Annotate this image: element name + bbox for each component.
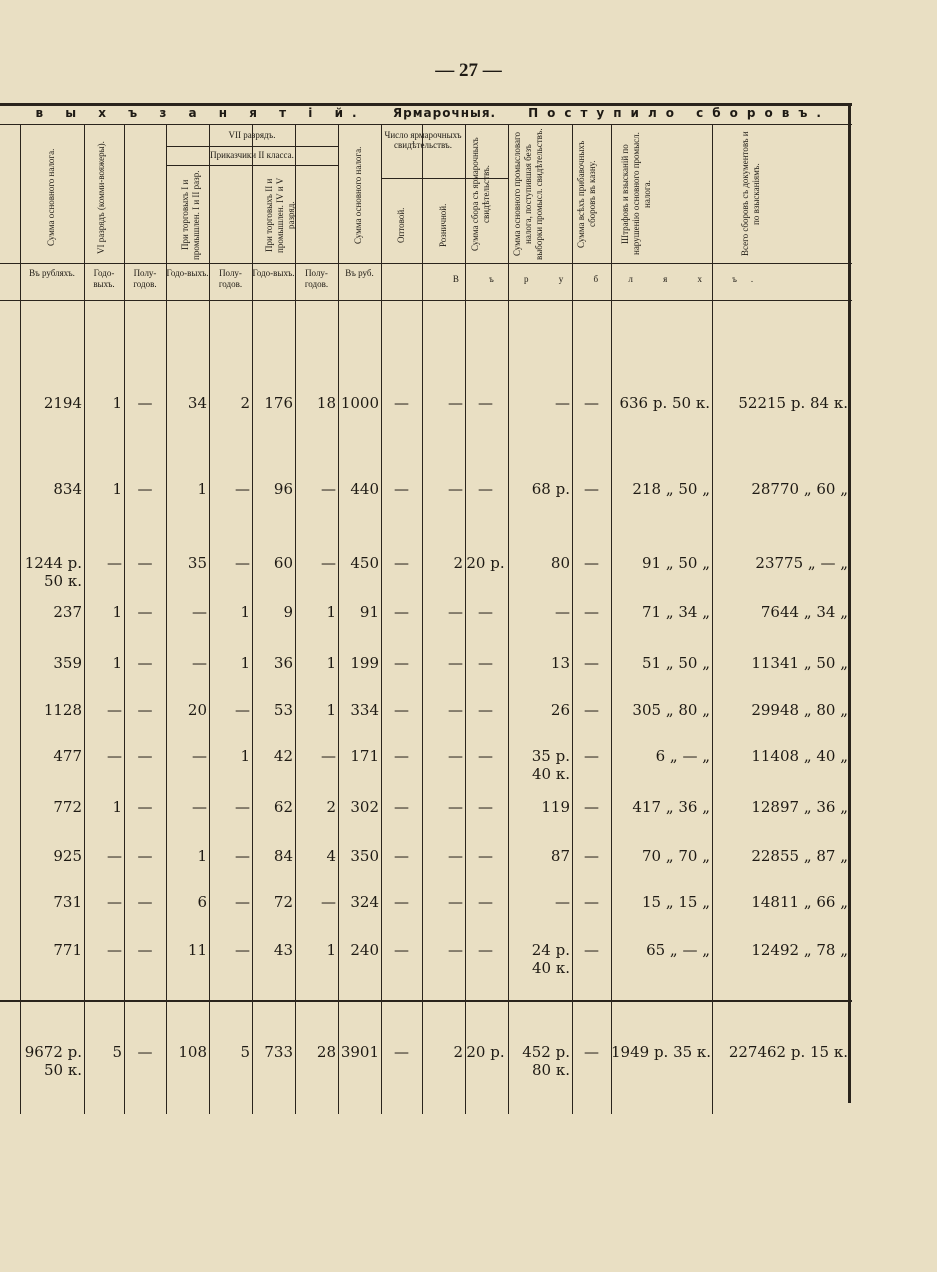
row-10-c1: 731 bbox=[53, 893, 82, 911]
header-sum-main-tax2: Сумма основного налога. bbox=[353, 146, 363, 244]
total-row-c6: 733 bbox=[264, 1043, 293, 1061]
header-sum-main-tax: Сумма основного налога. bbox=[46, 148, 56, 247]
row-11-c13: — bbox=[584, 941, 599, 959]
row-5-c6: 36 bbox=[273, 654, 293, 672]
row-1-c15: 52215 р. 84 к. bbox=[738, 394, 848, 412]
row-7-c14: 6 „ — „ bbox=[655, 747, 710, 765]
row-9-c1: 925 bbox=[53, 847, 82, 865]
row-9-c14: 70 „ 70 „ bbox=[641, 847, 710, 865]
row-3-c10: 2 bbox=[453, 554, 463, 572]
row-3-c1b: 50 к. bbox=[44, 572, 82, 590]
total-row-c11: 20 р. bbox=[466, 1043, 505, 1061]
rule-groups bbox=[0, 124, 852, 125]
row-6-c11: — bbox=[478, 701, 493, 719]
row-5-c10: — bbox=[448, 654, 463, 672]
row-3-c1: 1244 р. bbox=[24, 554, 82, 572]
row-8-c2: 1 bbox=[112, 798, 122, 816]
row-4-c2: 1 bbox=[112, 603, 122, 621]
row-5-c7: 1 bbox=[326, 654, 336, 672]
row-6-c4: 20 bbox=[187, 701, 207, 719]
row-5-c11: — bbox=[478, 654, 493, 672]
row-7-c12: 35 р. bbox=[531, 747, 570, 765]
row-6-c7: 1 bbox=[326, 701, 336, 719]
row-10-c2: — bbox=[107, 893, 122, 911]
row-2-c11: — bbox=[478, 480, 493, 498]
row-11-c7: 1 bbox=[326, 941, 336, 959]
row-8-c7: 2 bbox=[326, 798, 336, 816]
row-6-c1: 1128 bbox=[43, 701, 82, 719]
group-header-g3: Поступило сборовъ. bbox=[528, 106, 830, 120]
row-8-c14: 417 „ 36 „ bbox=[632, 798, 710, 816]
row-3-c13: — bbox=[584, 554, 599, 572]
row-10-c11: — bbox=[478, 893, 493, 911]
row-8-c1: 772 bbox=[53, 798, 82, 816]
header-raskl: Сумма основного промысловаго налога, поступившая безъ выборки промысл. свидѣтельствъ. bbox=[512, 128, 544, 260]
row-7-c5: 1 bbox=[240, 747, 250, 765]
total-row-c3: — bbox=[137, 1043, 153, 1061]
row-1-c12: — bbox=[555, 394, 570, 412]
unit-half1: Полу-годов. bbox=[133, 268, 157, 289]
row-5-c2: 1 bbox=[112, 654, 122, 672]
total-row-c12: 452 р. bbox=[522, 1043, 570, 1061]
row-7-c11: — bbox=[478, 747, 493, 765]
row-8-c15: 12897 „ 36 „ bbox=[751, 798, 848, 816]
row-1-c5: 2 bbox=[240, 394, 250, 412]
row-4-c6: 9 bbox=[283, 603, 293, 621]
row-5-c13: — bbox=[584, 654, 599, 672]
row-3-c11: 20 р. bbox=[466, 554, 505, 572]
row-7-c7: — bbox=[321, 747, 336, 765]
unit-vrub: В ъ р у б л я х ъ. bbox=[452, 274, 768, 284]
row-9-c11: — bbox=[478, 847, 493, 865]
total-row-c8: 3901 bbox=[340, 1043, 379, 1061]
row-4-c14: 71 „ 34 „ bbox=[641, 603, 710, 621]
row-10-c4: 6 bbox=[197, 893, 207, 911]
row-1-c4: 34 bbox=[187, 394, 207, 412]
row-3-c15: 23775 „ — „ bbox=[755, 554, 848, 572]
row-11-c14: 65 „ — „ bbox=[646, 941, 710, 959]
row-4-c11: — bbox=[478, 603, 493, 621]
row-7-c1: 477 bbox=[53, 747, 82, 765]
row-3-c5: — bbox=[235, 554, 250, 572]
header-vi-grade: VI разрядъ (комми-вояжеры). bbox=[96, 141, 106, 254]
group-header-g1: в ы х ъ з а н я т і й. bbox=[35, 106, 366, 120]
row-11-c1: 771 bbox=[53, 941, 82, 959]
row-8-c10: — bbox=[448, 798, 463, 816]
header-vii-grade: VII разрядъ. bbox=[228, 130, 276, 140]
row-6-c6: 53 bbox=[273, 701, 293, 719]
row-4-c8: 91 bbox=[359, 603, 379, 621]
row-2-c7: — bbox=[321, 480, 336, 498]
row-3-c14: 91 „ 50 „ bbox=[641, 554, 710, 572]
total-row-c9: — bbox=[394, 1043, 409, 1061]
row-7-c13: — bbox=[584, 747, 599, 765]
row-10-c6: 72 bbox=[273, 893, 293, 911]
row-9-c7: 4 bbox=[326, 847, 336, 865]
row-1-c10: — bbox=[448, 394, 463, 412]
row-6-c15: 29948 „ 80 „ bbox=[751, 701, 848, 719]
total-row-c5: 5 bbox=[240, 1043, 250, 1061]
row-11-c9: — bbox=[394, 941, 409, 959]
row-3-c7: — bbox=[321, 554, 336, 572]
row-8-c5: — bbox=[235, 798, 250, 816]
row-2-c3: — bbox=[137, 480, 153, 498]
row-2-c15: 28770 „ 60 „ bbox=[751, 480, 848, 498]
row-3-c9: — bbox=[394, 554, 409, 572]
row-11-c4: 11 bbox=[187, 941, 207, 959]
row-9-c3: — bbox=[137, 847, 153, 865]
row-2-c1: 834 bbox=[53, 480, 82, 498]
total-row-c2: 5 bbox=[112, 1043, 122, 1061]
row-6-c5: — bbox=[235, 701, 250, 719]
unit-year1: Годо-выхъ. bbox=[93, 268, 115, 289]
row-11-c15: 12492 „ 78 „ bbox=[751, 941, 848, 959]
header-wholesale: Оптовой. bbox=[396, 207, 406, 243]
row-8-c11: — bbox=[478, 798, 493, 816]
row-1-c3: — bbox=[137, 394, 153, 412]
rule-g3-end bbox=[848, 103, 851, 1103]
row-11-c3: — bbox=[137, 941, 153, 959]
unit-rub2: Въ руб. bbox=[345, 268, 374, 278]
total-row-c12b: 80 к. bbox=[532, 1061, 570, 1079]
unit-half3: Полу-годов. bbox=[304, 268, 329, 289]
rule-units bbox=[0, 263, 852, 264]
row-8-c3: — bbox=[137, 798, 153, 816]
row-2-c8: 440 bbox=[350, 480, 379, 498]
row-10-c13: — bbox=[584, 893, 599, 911]
row-10-c10: — bbox=[448, 893, 463, 911]
row-1-c7: 18 bbox=[316, 394, 336, 412]
row-5-c5: 1 bbox=[240, 654, 250, 672]
row-10-c8: 324 bbox=[350, 893, 379, 911]
row-8-c12: 119 bbox=[541, 798, 570, 816]
row-11-c10: — bbox=[448, 941, 463, 959]
row-6-c9: — bbox=[394, 701, 409, 719]
row-4-c12: — bbox=[555, 603, 570, 621]
row-6-c12: 26 bbox=[550, 701, 570, 719]
row-6-c13: — bbox=[584, 701, 599, 719]
row-4-c5: 1 bbox=[240, 603, 250, 621]
row-7-c10: — bbox=[448, 747, 463, 765]
total-row-c1: 9672 р. bbox=[24, 1043, 82, 1061]
row-8-c13: — bbox=[584, 798, 599, 816]
unit-half2: Полу-годов. bbox=[218, 268, 243, 289]
row-3-c2: — bbox=[107, 554, 122, 572]
row-9-c4: 1 bbox=[197, 847, 207, 865]
row-9-c15: 22855 „ 87 „ bbox=[751, 847, 848, 865]
row-7-c9: — bbox=[394, 747, 409, 765]
total-row-c4: 108 bbox=[178, 1043, 207, 1061]
row-9-c2: — bbox=[107, 847, 122, 865]
row-9-c13: — bbox=[584, 847, 599, 865]
row-3-c4: 35 bbox=[187, 554, 207, 572]
row-2-c14: 218 „ 50 „ bbox=[632, 480, 710, 498]
row-9-c8: 350 bbox=[350, 847, 379, 865]
row-1-c13: — bbox=[584, 394, 599, 412]
row-11-c5: — bbox=[235, 941, 250, 959]
row-11-c12b: 40 к. bbox=[532, 959, 570, 977]
row-2-c2: 1 bbox=[112, 480, 122, 498]
total-row-c7: 28 bbox=[316, 1043, 336, 1061]
row-7-c3: — bbox=[137, 747, 153, 765]
row-1-c1: 2194 bbox=[43, 394, 82, 412]
total-row-c1b: 50 к. bbox=[44, 1061, 82, 1079]
row-1-c6: 176 bbox=[264, 394, 293, 412]
row-7-c6: 42 bbox=[273, 747, 293, 765]
row-7-c2: — bbox=[107, 747, 122, 765]
rule-data-start bbox=[0, 300, 852, 301]
total-row-c13: — bbox=[584, 1043, 599, 1061]
row-11-c11: — bbox=[478, 941, 493, 959]
row-10-c3: — bbox=[137, 893, 153, 911]
row-6-c2: — bbox=[107, 701, 122, 719]
row-7-c12b: 40 к. bbox=[532, 765, 570, 783]
row-3-c12: 80 bbox=[550, 554, 570, 572]
group-header-g2: Ярмарочныя. bbox=[392, 106, 497, 120]
header-surcharge: Сумма всѣхъ прибавочныхъ сборовъ въ казну. bbox=[576, 140, 597, 248]
row-4-c9: — bbox=[394, 603, 409, 621]
row-4-c13: — bbox=[584, 603, 599, 621]
rule-total bbox=[0, 1000, 852, 1002]
total-row-c14: 1949 р. 35 к. bbox=[611, 1043, 712, 1061]
row-8-c6: 62 bbox=[273, 798, 293, 816]
row-4-c7: 1 bbox=[326, 603, 336, 621]
row-5-c3: — bbox=[137, 654, 153, 672]
row-7-c4: — bbox=[192, 747, 207, 765]
header-clerks-b: При торговыхъ II и промышлен. IV и V разряд. bbox=[264, 177, 296, 253]
unit-year2: Годо-выхъ. bbox=[166, 268, 209, 278]
row-6-c10: — bbox=[448, 701, 463, 719]
row-11-c2: — bbox=[107, 941, 122, 959]
row-9-c6: 84 bbox=[273, 847, 293, 865]
row-6-c8: 334 bbox=[350, 701, 379, 719]
header-fines: Штрафовъ и взысканій по нарушенію основного промысл. налога. bbox=[620, 132, 652, 256]
header-clerks: Приказчики II класса. bbox=[210, 150, 294, 160]
row-4-c3: — bbox=[137, 603, 153, 621]
row-5-c4: — bbox=[192, 654, 207, 672]
row-6-c3: — bbox=[137, 701, 153, 719]
row-9-c10: — bbox=[448, 847, 463, 865]
row-2-c13: — bbox=[584, 480, 599, 498]
row-9-c9: — bbox=[394, 847, 409, 865]
row-5-c12: 13 bbox=[550, 654, 570, 672]
row-1-c11: — bbox=[478, 394, 493, 412]
row-2-c10: — bbox=[448, 480, 463, 498]
unit-rub: Въ рубляхъ. bbox=[29, 268, 75, 278]
row-10-c5: — bbox=[235, 893, 250, 911]
row-4-c1: 237 bbox=[53, 603, 82, 621]
row-1-c9: — bbox=[394, 394, 409, 412]
header-total: Всего сборовъ съ документовъ и по взысканіямъ. bbox=[740, 131, 761, 257]
header-clerks-a: При торговыхъ I и промышлен. I и II разр. bbox=[180, 170, 201, 260]
row-4-c15: 7644 „ 34 „ bbox=[760, 603, 848, 621]
row-1-c14: 636 р. 50 к. bbox=[619, 394, 710, 412]
row-1-c8: 1000 bbox=[340, 394, 379, 412]
unit-year3: Годо-выхъ. bbox=[252, 268, 295, 278]
row-4-c10: — bbox=[448, 603, 463, 621]
row-3-c8: 450 bbox=[350, 554, 379, 572]
page-number: — 27 — bbox=[435, 60, 502, 81]
row-10-c12: — bbox=[555, 893, 570, 911]
row-11-c6: 43 bbox=[273, 941, 293, 959]
row-3-c3: — bbox=[137, 554, 153, 572]
total-row-c15: 227462 р. 15 к. bbox=[728, 1043, 848, 1061]
row-5-c1: 359 bbox=[53, 654, 82, 672]
row-4-c4: — bbox=[192, 603, 207, 621]
row-10-c9: — bbox=[394, 893, 409, 911]
row-9-c12: 87 bbox=[550, 847, 570, 865]
row-8-c9: — bbox=[394, 798, 409, 816]
row-11-c8: 240 bbox=[350, 941, 379, 959]
row-6-c14: 305 „ 80 „ bbox=[632, 701, 710, 719]
row-2-c4: 1 bbox=[197, 480, 207, 498]
row-2-c9: — bbox=[394, 480, 409, 498]
row-10-c14: 15 „ 15 „ bbox=[641, 893, 710, 911]
row-8-c4: — bbox=[192, 798, 207, 816]
row-2-c12: 68 р. bbox=[531, 480, 570, 498]
row-9-c5: — bbox=[235, 847, 250, 865]
row-2-c5: — bbox=[235, 480, 250, 498]
row-10-c7: — bbox=[321, 893, 336, 911]
row-7-c8: 171 bbox=[350, 747, 379, 765]
header-fair-count: Число ярмарочныхъ свидѣтельствъ. bbox=[384, 130, 462, 150]
row-1-c2: 1 bbox=[112, 394, 122, 412]
row-5-c15: 11341 „ 50 „ bbox=[751, 654, 848, 672]
header-retail: Розничной. bbox=[438, 203, 448, 247]
row-5-c9: — bbox=[394, 654, 409, 672]
row-10-c15: 14811 „ 66 „ bbox=[751, 893, 848, 911]
row-3-c6: 60 bbox=[273, 554, 293, 572]
row-5-c8: 199 bbox=[350, 654, 379, 672]
row-8-c8: 302 bbox=[350, 798, 379, 816]
row-11-c12: 24 р. bbox=[531, 941, 570, 959]
row-7-c15: 11408 „ 40 „ bbox=[751, 747, 848, 765]
header-fair-sum: Сумма сбора съ ярмарочныхъ свидѣтельствъ. bbox=[470, 137, 491, 251]
row-2-c6: 96 bbox=[273, 480, 293, 498]
total-row-c10: 2 bbox=[453, 1043, 463, 1061]
row-5-c14: 51 „ 50 „ bbox=[641, 654, 710, 672]
